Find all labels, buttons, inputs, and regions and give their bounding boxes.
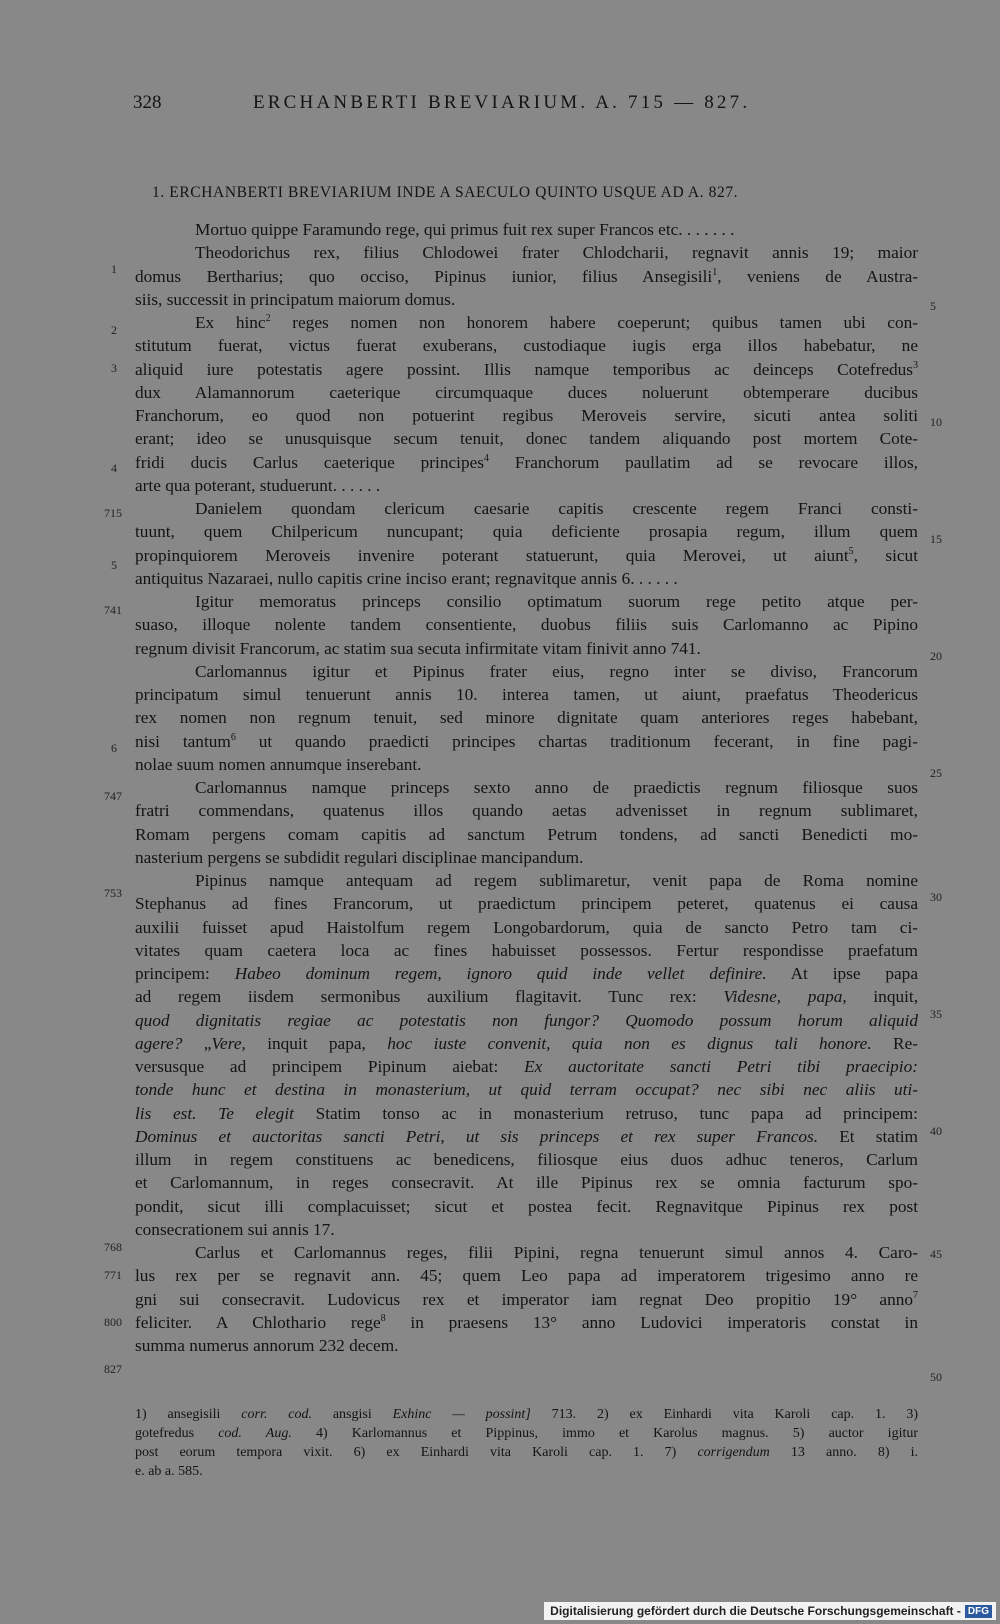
text-line (135, 311, 918, 334)
text-span: Ex hinc (195, 313, 266, 332)
text-span: , veniens de Austra- (717, 266, 918, 286)
text-span: Carlomannus namque princeps sexto anno de praedictis regnum filiosque suos (195, 778, 918, 797)
text-line (135, 1148, 918, 1171)
italic-span: Dominus et auctoritas sancti Petri, ut sis princeps et rex super Francos. (135, 1126, 819, 1146)
text-line (135, 1055, 918, 1078)
text-span: e. ab a. 585. (135, 1464, 203, 1479)
margin-footnote-ref: 4 (111, 461, 117, 475)
credit-text: Digitalisierung gefördert durch die Deutsche Forschungsgemeinschaft - (550, 1604, 961, 1618)
margin-footnote-ref: 2 (111, 323, 117, 337)
text-line (135, 1264, 918, 1287)
text-line (135, 730, 918, 753)
text-span: reges nomen non honorem habere coeperunt; quibus tamen ubi con- (270, 313, 918, 332)
text-span: Pipinus namque antequam ad regem sublimaretur, venit papa de Roma nomine (195, 871, 918, 890)
text-line (135, 451, 918, 474)
footnote-marker: 2 (265, 313, 271, 325)
text-line (135, 823, 918, 846)
text-span: auxilii fuisset apud Haistolfum regem Longobardorum, quia de sancto Petro tam ci- (135, 917, 918, 937)
text-span: nasterium pergens se subdidit regulari disciplinae mancipandum. (135, 847, 584, 867)
text-span: ad regem iisdem sermonibus auxilium flagitavit. Tunc rex: (135, 987, 697, 1007)
text-span: illum in regem constituens ac benedicens, filiosque eius duos adhuc teneros, Carlum (135, 1150, 918, 1169)
text-line (135, 1218, 918, 1241)
footnote-line (135, 1443, 918, 1462)
text-line (135, 334, 918, 357)
margin-year: 800 (104, 1315, 122, 1329)
text-line (135, 427, 918, 450)
text-line (135, 846, 918, 869)
line-number: 30 (930, 890, 942, 904)
running-title: ERCHANBERTI BREVIARIUM. A. 715 — 827. (253, 92, 751, 113)
text-line (135, 218, 918, 241)
text-span: Danielem quondam clericum caesarie capitis crescente regem Franci consti- (195, 499, 918, 518)
text-span: Carlomannus igitur et Pipinus frater eius, regno inter se diviso, Francorum (195, 661, 918, 681)
text-line (135, 706, 918, 729)
text-span: Stephanus ad fines Francorum, ut praedictum principem peteret, quatenus ei causa (135, 894, 918, 914)
text-line (135, 288, 918, 311)
italic-span: lis est. (135, 1103, 197, 1123)
line-number: 15 (930, 532, 942, 546)
line-number: 35 (930, 1007, 942, 1021)
margin-year: 827 (104, 1362, 122, 1376)
text-span: 1) ansegisili (135, 1407, 221, 1422)
footnote-line (135, 1462, 918, 1481)
text-line (135, 660, 918, 683)
italic-span: corr. (220, 1407, 268, 1422)
text-span: regnum divisit Francorum, ac statim sua secuta infirmitate vitam finivit anno 741. (135, 638, 701, 658)
paragraph (135, 660, 918, 776)
footnote-line (135, 1424, 918, 1443)
text-span: siis, successit in principatum maiorum domus. (135, 289, 456, 309)
text-line (135, 892, 918, 915)
text-line (135, 358, 918, 381)
text-span: consecrationem sui annis 17. (135, 1219, 335, 1239)
italic-span: Habeo dominum regem, ignoro quid inde vellet definire. (209, 964, 767, 983)
footnote-marker: 1 (712, 266, 718, 278)
text-span: pondit, sicut illi complacuisset; sicut et postea fecit. Regnavitque Pipinus rex post (135, 1196, 918, 1216)
text-span: Igitur memoratus princeps consilio optimatum suorum rege petito atque per- (195, 592, 918, 611)
text-line (135, 753, 918, 776)
text-line (135, 1125, 918, 1148)
text-span: arte qua poterant, studuerunt. . . . . . (135, 475, 381, 495)
italic-span: tonde hunc et destina in monasterium, ut quid terram occupat? nec sibi nec aliis uti- (135, 1080, 918, 1100)
line-number: 20 (930, 649, 942, 663)
paragraph (135, 241, 918, 311)
footnote-marker: 3 (913, 359, 918, 371)
text-line (135, 474, 918, 497)
text-span: lus rex per se regnavit ann. 45; quem Leo papa ad imperatorem trigesimo anno re (135, 1266, 918, 1286)
text-span: At ipse papa (766, 964, 918, 983)
margin-footnote-ref: 6 (111, 741, 117, 755)
text-line (135, 1334, 918, 1357)
italic-span: cod. (267, 1407, 312, 1422)
text-span: post eorum tempora vixit. 6) ex Einhardi vita Karoli cap. 1. 7) (135, 1445, 677, 1460)
text-span: fratri commendans, quatenus illos quando aetas advenisset in regnum sublimaret, (135, 801, 918, 821)
text-line (135, 381, 918, 404)
text-span: vitates quam caetera loca ac fines habuisset possessos. Fertur respondisse praefatum (135, 940, 918, 960)
text-span: Romam pergens comam capitis ad sanctum Petrum tondens, ad sancti Benedicti mo- (135, 824, 918, 844)
italic-span: Te elegit (196, 1103, 294, 1123)
margin-footnote-ref: 1 (111, 262, 117, 276)
text-span: ansgisi (311, 1407, 372, 1422)
text-line (135, 613, 918, 636)
text-line (135, 1032, 918, 1055)
text-line (135, 1078, 918, 1101)
footnote-marker: 6 (230, 731, 236, 743)
text-span: fridi ducis Carlus caeterique principes (135, 452, 485, 472)
text-span: domus Bertharius; quo occiso, Pipinus iunior, filius Ansegisili (135, 266, 713, 286)
text-span: Statim tonso ac in monasterium retruso, tunc papa ad principem: (293, 1103, 918, 1123)
body-text (135, 218, 918, 1357)
text-line (135, 916, 918, 939)
margin-year: 747 (104, 789, 122, 803)
text-span: inquit papa, (245, 1033, 366, 1053)
text-line (135, 962, 918, 985)
text-span: ut quando praedicti principes chartas traditionum fecerant, in fine pagi- (235, 731, 918, 751)
text-span: summa numerus annorum 232 decem. (135, 1336, 399, 1355)
line-number: 50 (930, 1370, 942, 1384)
line-number: 25 (930, 766, 942, 780)
paragraph (135, 1241, 918, 1357)
text-span: „ (182, 1033, 212, 1053)
text-line (135, 265, 918, 288)
paragraph (135, 311, 918, 497)
text-span: propinquiorem Meroveis invenire poterant statuerunt, quia Merovei, ut aiunt (135, 545, 849, 565)
text-line (135, 1241, 918, 1264)
text-span: feliciter. A Chlothario rege (135, 1312, 381, 1332)
margin-footnote-ref: 3 (111, 361, 117, 375)
line-number: 45 (930, 1247, 942, 1261)
text-span: Franchorum, eo quod non potuerint regibus Meroveis servire, sicuti antea soliti (135, 406, 918, 425)
paragraph (135, 497, 918, 590)
text-span: 4) Karlomannus et Pippinus, immo et Karolus magnus. 5) auctor igitur (291, 1426, 919, 1441)
text-span: nolae suum nomen annumque inserebant. (135, 754, 422, 774)
section-title: 1. ERCHANBERTI BREVIARIUM INDE A SAECULO QUINTO USQUE AD A. 827. (152, 184, 739, 201)
text-span: gotefredus (135, 1426, 195, 1441)
digitization-credit (544, 1602, 996, 1620)
text-line (135, 637, 918, 660)
text-span: in praesens 13° anno Ludovici imperatoris constat in (385, 1312, 918, 1332)
text-span: inquit, (846, 987, 919, 1007)
italic-span: Vere, (211, 1033, 246, 1053)
footnote-marker: 7 (913, 1289, 918, 1301)
text-line (135, 590, 918, 613)
footnote-marker: 4 (484, 452, 490, 464)
text-line (135, 1009, 918, 1032)
italic-span: quod dignitatis regiae ac potestatis non fungor? Quomodo possum horum aliquid (135, 1010, 918, 1030)
paragraph (135, 776, 918, 869)
text-span: Mortuo quippe Faramundo rege, qui primus fuit rex super Francos etc. . . . . . . (195, 220, 735, 239)
text-span: rex nomen non regnum tenuit, sed minore dignitate quam anteriores reges habebant, (135, 708, 918, 728)
italic-span: corrigendum (676, 1445, 770, 1460)
text-line (135, 683, 918, 706)
text-line (135, 1195, 918, 1218)
text-line (135, 520, 918, 543)
italic-span: cod. Aug. (194, 1426, 292, 1441)
text-line (135, 1102, 918, 1125)
text-span: Franchorum paullatim ad se revocare illos, (489, 452, 918, 472)
text-span: aliquid iure potestatis agere possint. Illis namque temporibus ac deinceps Cotefredus (135, 359, 913, 379)
text-line (135, 1288, 918, 1311)
line-number: 10 (930, 415, 942, 429)
italic-span: Videsne, (696, 987, 782, 1007)
text-line (135, 567, 918, 590)
text-line (135, 544, 918, 567)
italic-span: Ex auctoritate sancti Petri tibi praecipio: (498, 1057, 918, 1076)
margin-year: 741 (104, 603, 122, 617)
paragraph (135, 590, 918, 660)
text-line (135, 869, 918, 892)
text-span: versusque ad principem Pipinum aiebat: (135, 1057, 499, 1076)
text-span: gni sui consecravit. Ludovicus rex et imperator iam regnat Deo propitio 19° anno (135, 1289, 913, 1309)
dfg-logo: DFG (965, 1605, 992, 1618)
text-span: principatum simul tenuerunt annis 10. interea tamen, ut aiunt, praefatus Theodericus (135, 685, 918, 704)
margin-year: 771 (104, 1268, 122, 1282)
text-span: Theodorichus rex, filius Chlodowei frater Chlodcharii, regnavit annis 19; maior (195, 243, 918, 263)
text-span: tuunt, quem Chilpericum nuncupant; quia deficiente prosapia regum, illum quem (135, 522, 918, 542)
page-number: 328 (133, 92, 162, 113)
text-span: erant; ideo se unusquisque secum tenuit, donec tandem aliquando post mortem Cote- (135, 429, 918, 449)
footnote-marker: 8 (380, 1312, 386, 1324)
text-span: stitutum fuerat, victus fuerat exuberans, custodiaque iugis erga illos habebatur, ne (135, 336, 918, 356)
text-span: principem: (135, 964, 210, 983)
text-span: antiquitus Nazaraei, nullo capitis crine inciso erant; regnavitque annis 6. . . . . . (135, 568, 678, 588)
text-line (135, 241, 918, 264)
text-span: Re- (871, 1033, 918, 1053)
italic-span: hoc iuste convenit, quia non es dignus tali honore. (365, 1033, 872, 1053)
line-number: 5 (930, 299, 936, 313)
text-span: ex Einhardi vita Karoli cap. 1. 3) (608, 1407, 919, 1422)
italic-span: agere? (135, 1033, 183, 1053)
margin-year: 715 (104, 506, 122, 520)
italic-span: Exhinc — possint] (371, 1407, 531, 1422)
footnote-marker: 5 (848, 545, 854, 557)
text-span: Et statim (818, 1126, 918, 1146)
text-line (135, 1311, 918, 1334)
text-line (135, 985, 918, 1008)
text-span: dux Alamannorum caeterique circumquaque duces noluerunt obtemperare ducibus (135, 382, 918, 402)
text-span: , sicut (853, 545, 918, 565)
line-number: 40 (930, 1124, 942, 1138)
text-span: 13 anno. 8) i. (769, 1445, 919, 1460)
paragraph (135, 218, 918, 241)
text-line (135, 776, 918, 799)
footnotes (135, 1405, 918, 1481)
paragraph (135, 869, 918, 1241)
margin-footnote-ref: 5 (111, 558, 117, 572)
text-line (135, 799, 918, 822)
footnote-line (135, 1405, 918, 1424)
text-span: et Carlomannum, in reges consecravit. At ille Pipinus rex se omnia facturum spo- (135, 1173, 918, 1193)
margin-year: 753 (104, 886, 122, 900)
text-span: 713. 2) (530, 1407, 609, 1422)
italic-span: papa, (781, 987, 847, 1007)
text-span: suaso, illoque nolente tandem consentiente, duobus filiis suis Carlomanno ac Pipino (135, 615, 918, 635)
text-line (135, 404, 918, 427)
margin-year: 768 (104, 1240, 122, 1254)
text-line (135, 497, 918, 520)
text-line (135, 939, 918, 962)
text-span: Carlus et Carlomannus reges, filii Pipini, regna tenuerunt simul annos 4. Caro- (195, 1243, 918, 1262)
text-span: nisi tantum (135, 731, 231, 751)
text-line (135, 1171, 918, 1194)
